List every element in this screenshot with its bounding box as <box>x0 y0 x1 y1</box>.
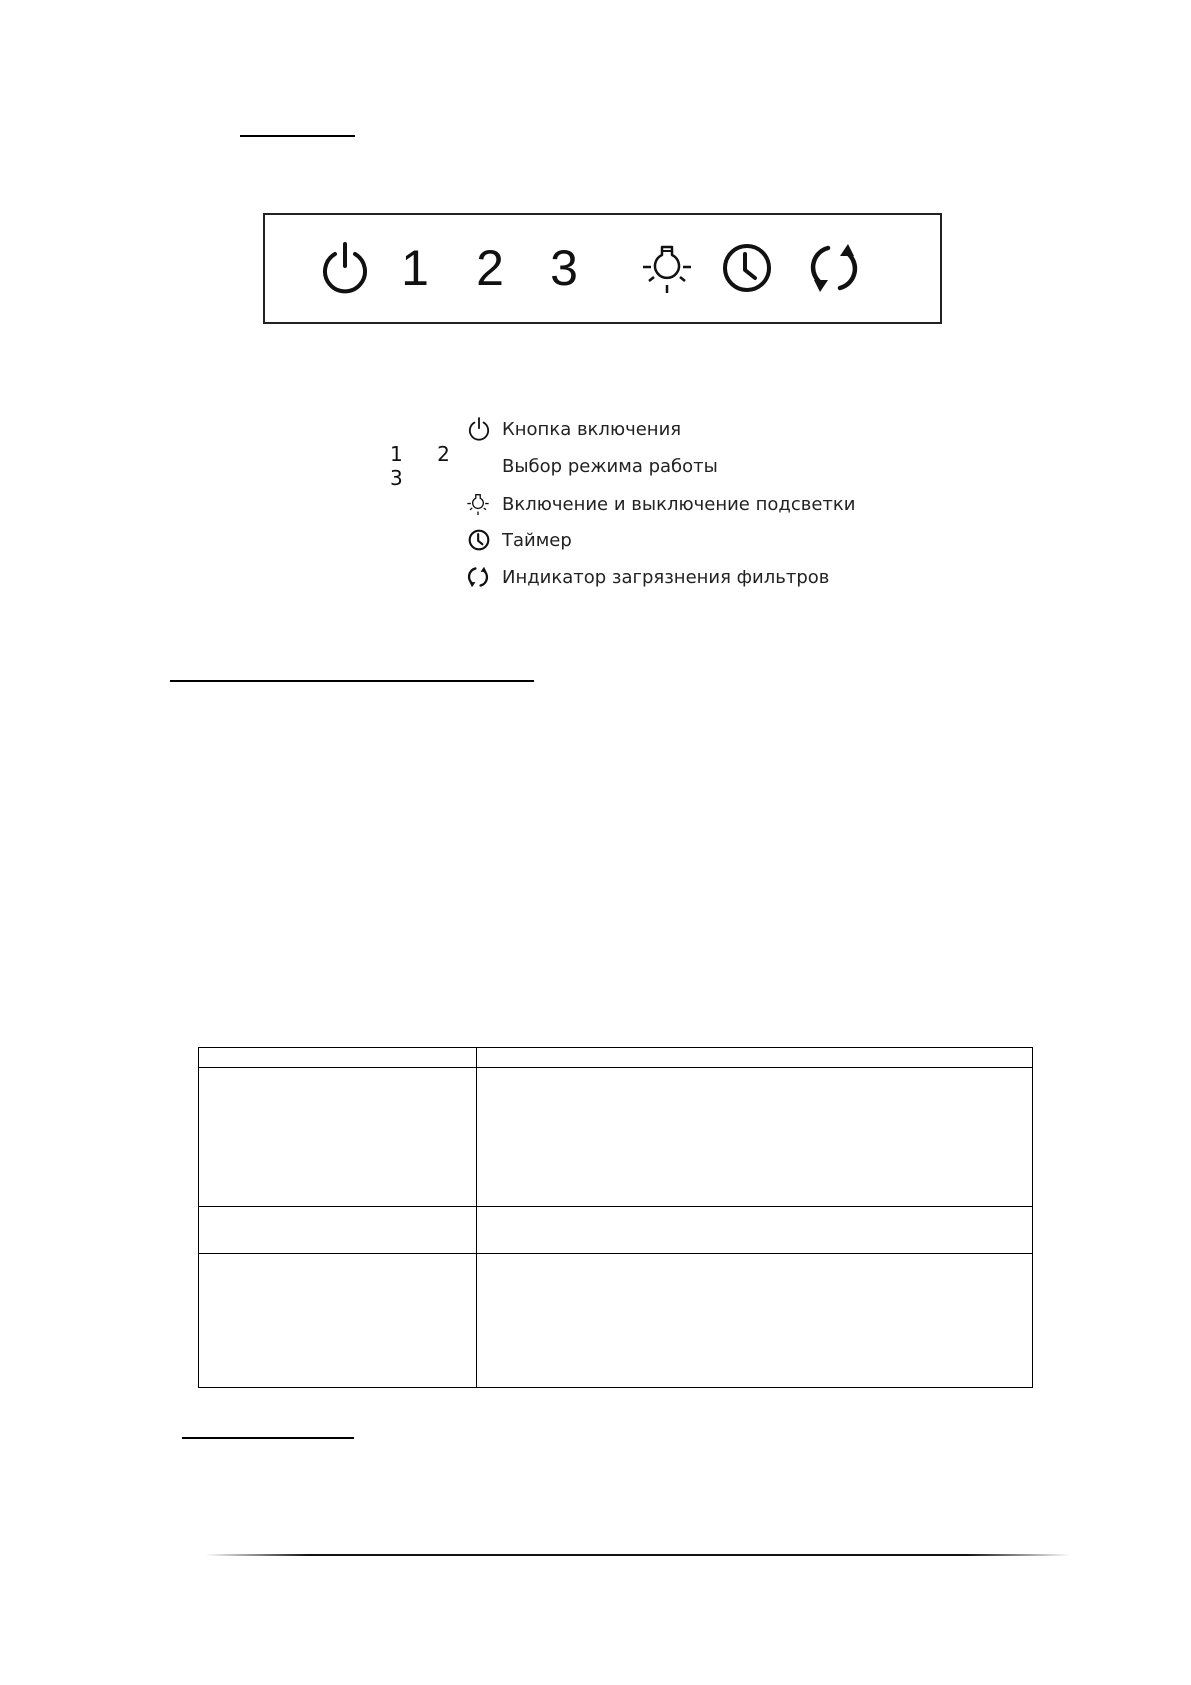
table-cell <box>199 1254 477 1388</box>
table-row <box>199 1068 1033 1207</box>
panel-mode-1-button[interactable] <box>395 215 435 321</box>
legend-text-modes: Выбор режима работы <box>502 455 718 477</box>
section-heading-underline-1 <box>240 135 355 137</box>
lightbulb-icon <box>466 492 490 516</box>
power-icon <box>321 242 369 294</box>
table-cell <box>477 1207 1033 1254</box>
table-cell <box>199 1207 477 1254</box>
legend-mode-numbers: 1 2 3 <box>390 442 464 490</box>
legend-text-timer: Таймер <box>502 529 572 551</box>
panel-mode-2-label: 2 <box>476 240 504 296</box>
footer-rule <box>205 1554 1070 1556</box>
clock-icon <box>468 529 490 551</box>
table-cell <box>199 1068 477 1207</box>
legend-item-power <box>390 414 681 444</box>
legend-item-filter <box>390 562 829 592</box>
legend-text-light: Включение и выключение подсветки <box>502 493 856 515</box>
clock-icon <box>721 242 773 294</box>
table-cell <box>477 1254 1033 1388</box>
table-header-row <box>199 1048 1033 1068</box>
table-header-cell <box>477 1048 1033 1068</box>
panel-mode-3-button[interactable] <box>544 215 584 321</box>
table-row <box>199 1207 1033 1254</box>
legend-item-light <box>390 489 855 519</box>
legend-item-timer <box>390 525 572 555</box>
section-heading-underline-3 <box>182 1437 354 1439</box>
refresh-icon <box>466 565 490 589</box>
table-cell <box>477 1068 1033 1207</box>
panel-mode-1-label: 1 <box>401 240 429 296</box>
power-icon <box>468 417 490 441</box>
lightbulb-icon <box>640 241 694 295</box>
panel-light-button[interactable] <box>640 215 694 321</box>
legend-text-power: Кнопка включения <box>502 418 682 440</box>
panel-filter-button[interactable] <box>806 215 862 321</box>
refresh-icon <box>806 240 862 296</box>
panel-timer-button[interactable] <box>720 215 774 321</box>
spec-table <box>198 1047 1033 1388</box>
panel-power-button[interactable] <box>320 215 370 321</box>
legend-text-filter: Индикатор загрязнения фильтров <box>502 566 830 588</box>
table-header-cell <box>199 1048 477 1068</box>
section-heading-underline-2 <box>170 680 534 682</box>
table-row <box>199 1254 1033 1388</box>
control-panel <box>263 213 942 324</box>
panel-mode-3-label: 3 <box>550 240 578 296</box>
panel-mode-2-button[interactable] <box>470 215 510 321</box>
legend-item-modes <box>390 442 718 490</box>
